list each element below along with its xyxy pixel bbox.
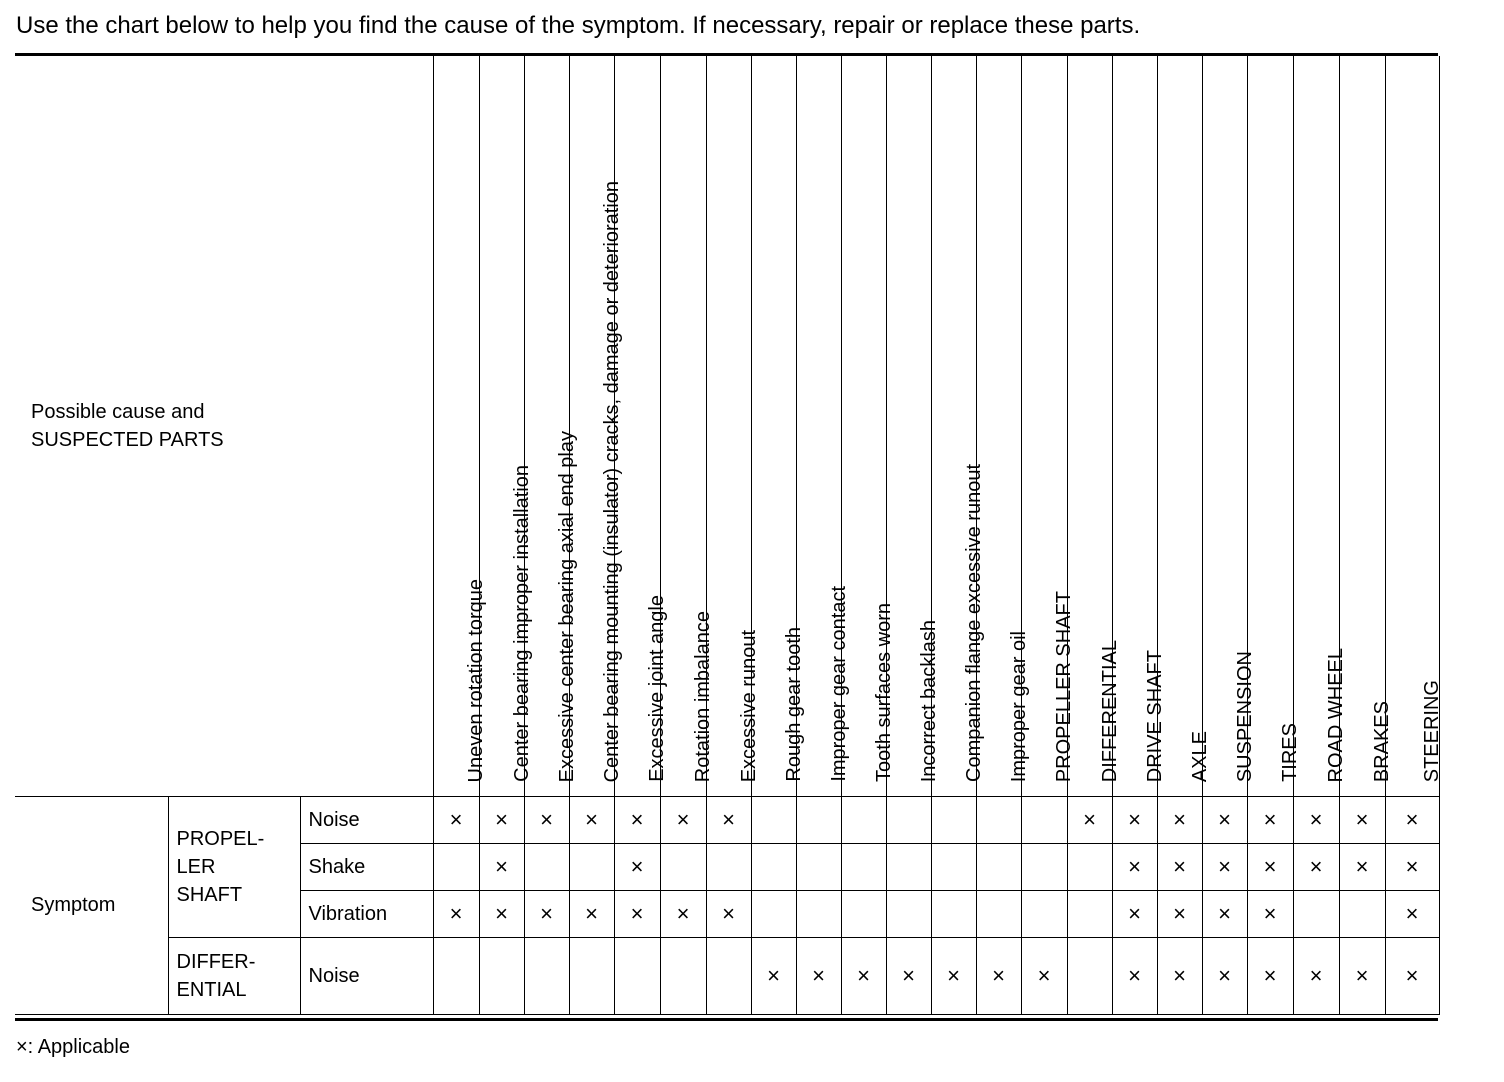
applicable-mark: × [1067,797,1112,844]
empty-cell [751,844,796,891]
column-header [1112,56,1166,797]
empty-cell [479,938,524,1015]
applicable-mark: × [1293,844,1339,891]
empty-cell [796,797,841,844]
applicable-mark: × [931,938,976,1015]
column-header [569,56,623,797]
applicable-mark: × [1247,891,1293,938]
column-header [660,56,714,797]
legend: ×: Applicable [16,1036,130,1058]
empty-cell [660,938,706,1015]
symptom-row [15,797,1439,844]
empty-cell [976,797,1021,844]
symptom-row [15,938,1439,1015]
column-header-label: Uneven rotation torque [465,578,487,782]
applicable-mark: × [479,844,524,891]
empty-cell [706,844,751,891]
applicable-mark: × [569,797,614,844]
empty-cell [886,891,931,938]
applicable-mark: × [1293,938,1339,1015]
empty-cell [796,844,841,891]
empty-cell [886,797,931,844]
empty-cell [569,938,614,1015]
column-header [1157,56,1211,797]
empty-cell [931,797,976,844]
applicable-mark: × [433,797,479,844]
applicable-mark: × [1112,844,1157,891]
applicable-mark: × [706,891,751,938]
empty-cell [1339,891,1385,938]
applicable-mark: × [751,938,796,1015]
applicable-mark: × [1339,938,1385,1015]
column-header [1339,56,1393,797]
applicable-mark: × [569,891,614,938]
symptom-group-line: PROPEL- [176,828,265,850]
suspected-parts-header [15,56,433,797]
symptom-name: Shake [300,844,433,891]
applicable-mark: × [479,891,524,938]
column-header [1247,56,1301,797]
applicable-mark: × [796,938,841,1015]
applicable-mark: × [1293,797,1339,844]
empty-cell [524,938,569,1015]
column-header-label: Excessive runout [737,629,760,782]
empty-cell [976,891,1021,938]
applicable-mark: × [614,891,660,938]
empty-cell [841,891,886,938]
symptom-group-line: LER [176,856,216,878]
empty-cell [751,891,796,938]
applicable-mark: × [524,891,569,938]
column-header-label: PROPELLER SHAFT [1053,590,1075,782]
column-header-label: Excessive joint angle [646,595,668,782]
column-header [796,56,850,797]
empty-cell [1067,891,1112,938]
empty-cell [1021,891,1067,938]
applicable-mark: × [1385,891,1439,938]
header-label-line2: SUSPECTED PARTS [31,429,224,451]
column-header [614,56,668,797]
empty-cell [660,844,706,891]
column-header-label: Incorrect backlash [917,619,940,782]
column-header [976,56,1030,797]
empty-cell [1067,938,1112,1015]
applicable-mark: × [1112,938,1157,1015]
symptom-group-line: SHAFT [176,884,243,906]
column-header-label: DRIVE SHAFT [1143,649,1166,782]
symptom-name: Noise [300,797,433,844]
column-header-label: Center bearing improper installation [510,465,533,782]
column-header [886,56,940,797]
diagnosis-chart [15,56,1443,1015]
applicable-mark: × [1202,938,1247,1015]
column-header-label: Rough gear tooth [782,627,805,782]
empty-cell [1021,797,1067,844]
applicable-mark: × [1157,797,1202,844]
symptom-group [168,797,300,938]
applicable-mark: × [1247,938,1293,1015]
intro-text: Use the chart below to help you find the cause of the symptom. If necessary, repair or replace these parts. [16,12,1141,39]
column-header-label: Rotation imbalance [692,610,714,782]
empty-cell [976,844,1021,891]
column-header-label: Tooth surfaces worn [872,603,895,782]
column-header-label: SUSPENSION [1233,650,1256,782]
empty-cell [433,938,479,1015]
empty-cell [931,891,976,938]
column-header [841,56,895,797]
symptom-label: Symptom [15,797,168,1015]
applicable-mark: × [524,797,569,844]
empty-cell [614,938,660,1015]
applicable-mark: × [1247,797,1293,844]
applicable-mark: × [660,891,706,938]
column-header [1385,56,1443,797]
applicable-mark: × [1202,891,1247,938]
column-header-label: STEERING [1421,679,1443,782]
symptom-group-line: ENTIAL [176,979,247,1001]
applicable-mark: × [1112,891,1157,938]
empty-cell [841,844,886,891]
empty-cell [569,844,614,891]
empty-cell [796,891,841,938]
applicable-mark: × [1157,891,1202,938]
column-header [931,56,985,797]
column-header-label: ROAD WHEEL [1325,647,1347,782]
applicable-mark: × [1202,797,1247,844]
applicable-mark: × [614,844,660,891]
column-header [1067,56,1121,797]
applicable-mark: × [1385,844,1439,891]
column-header [433,56,487,797]
applicable-mark: × [1157,844,1202,891]
symptom-name: Noise [300,938,433,1015]
symptom-group [168,938,300,1015]
column-header [479,56,533,797]
applicable-mark: × [841,938,886,1015]
header-label-line1: Possible cause and [31,401,205,423]
column-header-label: DIFFERENTIAL [1098,639,1121,782]
empty-cell [1021,844,1067,891]
empty-cell [1067,844,1112,891]
empty-cell [886,844,931,891]
empty-cell [841,797,886,844]
column-header [1293,56,1347,797]
empty-cell [751,797,796,844]
applicable-mark: × [706,797,751,844]
header-row [15,56,1439,797]
column-header-label: Companion flange excessive runout [962,464,985,782]
applicable-mark: × [1112,797,1157,844]
empty-cell [524,844,569,891]
symptom-group-line: DIFFER- [176,951,256,973]
column-header [1021,56,1075,797]
column-header-label: Improper gear contact [827,586,850,782]
column-header-label: Center bearing mounting (insulator) cracks, damage or deterioration [600,180,623,782]
column-header [706,56,760,797]
column-header [524,56,578,797]
applicable-mark: × [1339,844,1385,891]
applicable-mark: × [886,938,931,1015]
applicable-mark: × [479,797,524,844]
applicable-mark: × [660,797,706,844]
empty-cell [1293,891,1339,938]
empty-cell [433,844,479,891]
column-header [751,56,805,797]
column-header-label: BRAKES [1371,700,1393,782]
applicable-mark: × [433,891,479,938]
bottom-rule [15,1018,1438,1021]
applicable-mark: × [1157,938,1202,1015]
column-header [1202,56,1256,797]
empty-cell [706,938,751,1015]
column-header-label: Excessive center bearing axial end play [555,430,578,782]
applicable-mark: × [614,797,660,844]
applicable-mark: × [1202,844,1247,891]
applicable-mark: × [1021,938,1067,1015]
column-header-label: AXLE [1188,730,1211,782]
applicable-mark: × [1385,797,1439,844]
applicable-mark: × [1247,844,1293,891]
column-header-label: Improper gear oil [1007,630,1030,782]
symptom-name: Vibration [300,891,433,938]
applicable-mark: × [1339,797,1385,844]
column-header-label: TIRES [1279,723,1301,782]
applicable-mark: × [976,938,1021,1015]
empty-cell [931,844,976,891]
applicable-mark: × [1385,938,1439,1015]
